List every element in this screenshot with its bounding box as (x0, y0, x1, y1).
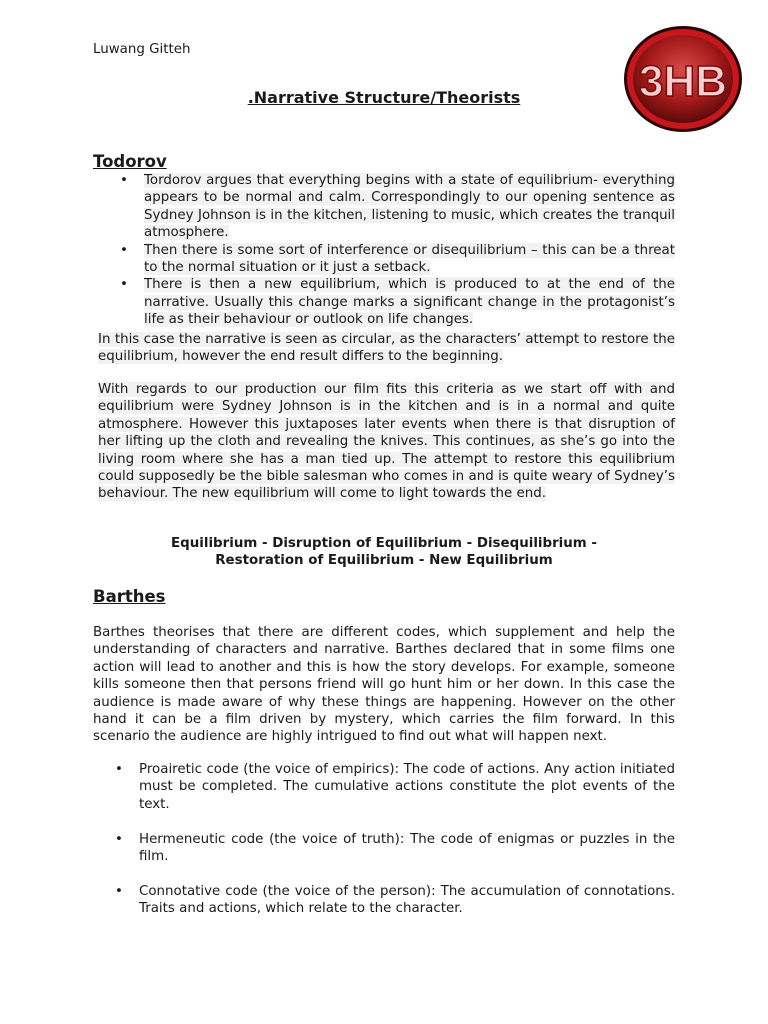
barthes-bullet-list (139, 761, 675, 918)
list-item: • Tordorov argues that everything begins with a state of equilibrium- everything appears to be normal and calm. Correspondingly to our opening sentence as Sydney Johnson is in the kitchen, listening to music, which creates the tranquil atmosphere. (144, 172, 675, 242)
todorov-paragraph-2: With regards to our production our film fits this criteria as we start off with and equilibrium were Sydney Johnson is in the kitchen and is in a normal and quite atmosphere. However this juxtaposes later events when there is that disruption of her lifting up the cloth and revealing the knives. This continues, as she’s go into the living room where she has a man tied up. The attempt to restore this equilibrium could supposedly be the bible salesman who comes in and is quite weary of Sydney’s behaviour. The new equilibrium will come to light towards the end. (98, 382, 675, 502)
equilibrium-sequence-line-1: Equilibrium - Disruption of Equilibrium - Disequilibrium - (171, 536, 597, 551)
list-item: • Connotative code (the voice of the person): The accumulation of connotations. Traits and actions, which relate to the character. (139, 883, 675, 918)
todorov-paragraph-1: In this case the narrative is seen as circular, as the characters’ attempt to restore the equilibrium, however the end result differs to the beginning. (98, 332, 675, 365)
logo-text: 3HB (638, 57, 728, 106)
todorov-bullet-list (144, 172, 675, 329)
list-item: • Proairetic code (the voice of empirics): The code of actions. Any action initiated must be completed. The cumulative actions constitute the plot events of the text. (139, 761, 675, 813)
barthes-paragraph: Barthes theorises that there are different codes, which supplement and help the understanding of characters and narrative. Barthes declared that in some films one action will lead to another and this is how the story develops. For example, someone kills someone then that persons friend will go hunt him or her down. In this case the audience is made aware of why these things are happening. However on the other hand it can be a film driven by mystery, which carries the film forward. In this scenario the audience are highly intrigued to find out what will happen next. (93, 625, 675, 745)
logo-3hb (622, 24, 744, 134)
author-name: Luwang Gitteh (93, 42, 191, 57)
document-title: .Narrative Structure/Theorists (247, 88, 521, 107)
todorov-heading: Todorov (93, 152, 167, 171)
list-item: • There is then a new equilibrium, which is produced to at the end of the narrative. Usually this change marks a significant change in the protagonist’s life as their behaviour or outlook on life changes. (144, 276, 675, 328)
list-item: • Then there is some sort of interference or disequilibrium – this can be a threat to the normal situation or it just a setback. (144, 242, 675, 277)
list-item: • Hermeneutic code (the voice of truth): The code of enigmas or puzzles in the film. (139, 831, 675, 866)
equilibrium-sequence-line-2: Restoration of Equilibrium - New Equilibrium (215, 553, 553, 568)
barthes-heading: Barthes (93, 587, 166, 606)
